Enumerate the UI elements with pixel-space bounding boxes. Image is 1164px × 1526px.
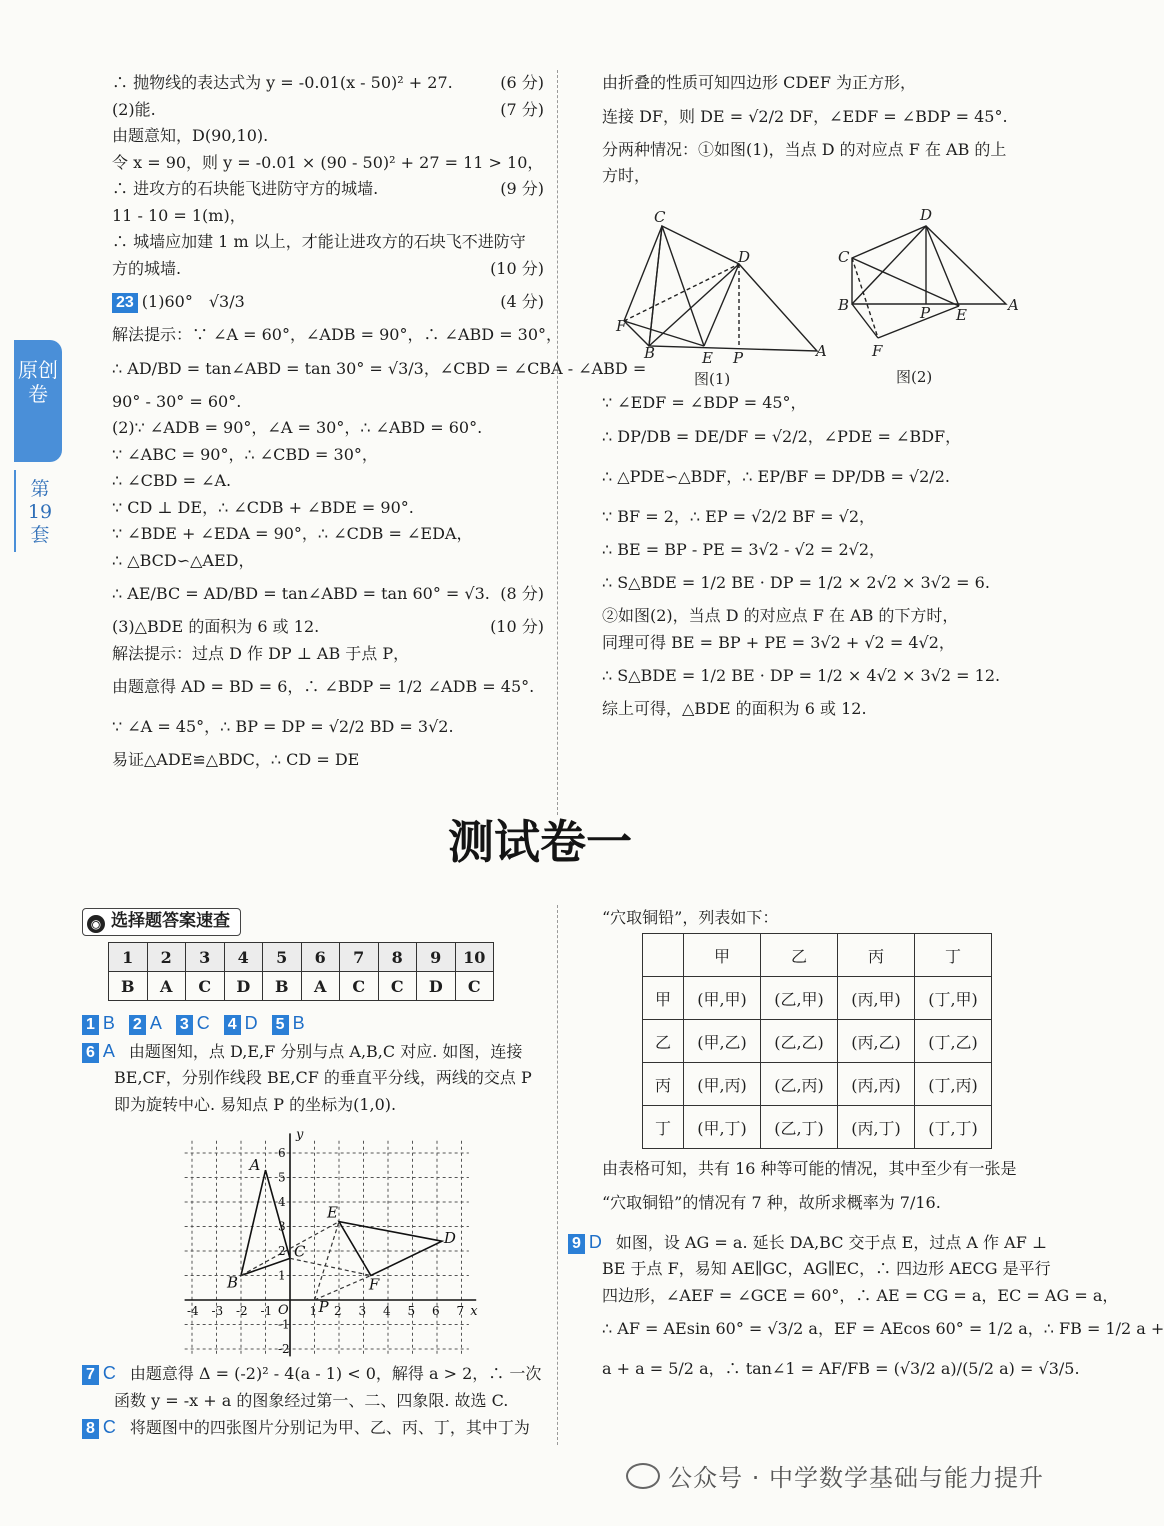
line-text: ∴ 进攻方的石块能飞进防守方的城墙.: [112, 179, 379, 198]
line-text: 由题意知，D(90,10).: [112, 126, 269, 145]
line-text: 将题图中的四张图片分别记为甲、乙、丙、丁，其中丁为: [129, 1418, 530, 1437]
prob-table-col-header: 丁: [915, 934, 992, 977]
q8-answer: 8 C: [82, 1417, 116, 1437]
line-text: ∵ ∠A = 45°，∴ BP = DP = √2/2 BD = 3√2.: [112, 717, 454, 736]
line-text: ∴ S△BDE = 1/2 BE · DP = 1/2 × 2√2 × 3√2 = 6.: [602, 573, 990, 592]
tl-line: [112, 123, 544, 150]
tra-line: [602, 497, 1042, 537]
origin-label: O: [278, 1303, 289, 1318]
answer-key-answer: C: [378, 972, 417, 1001]
line-text: 连接 DF，则 DE = √2/2 DF，∠EDF = ∠BDP = 45°.: [602, 106, 1008, 126]
side-tab-label: 原创卷: [18, 358, 58, 406]
answer-key-answer: C: [340, 972, 379, 1001]
fig2-label-F: F: [872, 342, 883, 360]
q9-answer: 9 D: [568, 1232, 602, 1252]
y-axis-label: y: [296, 1127, 304, 1143]
line-text: ∵ ∠ABC = 90°，∴ ∠CBD = 30°，: [112, 444, 378, 464]
answer-key-number: 2: [147, 943, 186, 972]
prob-table-corner: [643, 934, 684, 977]
prob-table-row-header: 甲: [643, 977, 684, 1020]
line-text: 分两种情况：①如图(1)，当点 D 的对应点 F 在 AB 的上: [602, 139, 1007, 159]
line-text: ∴ ∠CBD = ∠A.: [112, 471, 232, 490]
fig2-label-E: E: [956, 306, 967, 324]
prob-table-cell: (丁,丁): [915, 1106, 992, 1149]
quick-check-title: 选择题答案速查: [111, 911, 230, 931]
answer-key-table: [108, 942, 494, 1001]
fig2-label-C: C: [838, 248, 850, 266]
fig2-caption: 图(2): [896, 368, 933, 386]
wechat-icon: [626, 1463, 660, 1489]
x-tick-label: 7: [456, 1304, 465, 1318]
y-tick-label: 2: [278, 1244, 286, 1258]
line-text: ∵ ∠EDF = ∠BDP = 45°，: [602, 393, 807, 412]
fig1-label-B: B: [644, 344, 656, 362]
x-tick-label: 3: [358, 1304, 367, 1318]
tl-line: [112, 229, 544, 256]
short-answers-row: [82, 1010, 552, 1038]
answer-key-answer: B: [109, 972, 148, 1001]
y-tick-label: 6: [278, 1146, 286, 1160]
prob-table-cell: (丙,甲): [838, 977, 915, 1020]
tl-line: [112, 495, 544, 522]
prob-table-cell: (甲,甲): [684, 977, 761, 1020]
line-text: 方的城墙.: [112, 258, 182, 278]
set-number: 第19套: [27, 478, 53, 546]
grid-label-C: C: [294, 1242, 306, 1261]
tl-line: [112, 521, 544, 548]
tl-line: [112, 389, 544, 416]
prob-table-cell: (甲,乙): [684, 1020, 761, 1063]
top-right-after-figure: [602, 390, 1042, 723]
x-tick-label: -1: [260, 1304, 273, 1318]
answer-key-number: 5: [263, 943, 302, 972]
q7-answer: 7 C: [82, 1363, 116, 1383]
q9-line: 四边形，∠AEF = ∠GCE = 60°，∴ AE = CG = a，EC = AG = a，: [602, 1285, 1119, 1305]
line-text: 同理可得 BE = BP + PE = 3√2 + √2 = 4√2，: [602, 632, 955, 652]
answer-key-number: 4: [224, 943, 263, 972]
question-number: 3: [176, 1015, 193, 1035]
question-number: 8: [82, 1419, 99, 1439]
line-text: ∴ 抛物线的表达式为 y = -0.01(x - 50)² + 27.: [112, 73, 453, 92]
tl-line: [112, 707, 544, 747]
fig2-label-B: B: [838, 296, 850, 314]
y-tick-label: 5: [278, 1170, 286, 1185]
grid-label-P: P: [318, 1298, 329, 1316]
q7-line: [82, 1388, 552, 1415]
prob-table-row: [643, 1063, 992, 1106]
q9-line: ∴ AF = AEsin 60° = √3/2 a，EF = AEcos 60° = 1/2 a，∴ FB = 1/2 a +: [602, 1319, 1164, 1338]
column-divider-bottom: [557, 905, 558, 1445]
bottom-right-column: [602, 905, 1042, 932]
tl-line: [112, 468, 544, 495]
line-text: 由表格可知，共有 16 种等可能的情况，其中至少有一张是: [602, 1159, 1017, 1178]
prob-table-col-header: 乙: [761, 934, 838, 977]
prob-table-cell: (乙,丁): [761, 1106, 838, 1149]
line-text: 综上可得，△BDE 的面积为 6 或 12.: [602, 699, 867, 718]
brand-text: 公众号 · 中学数学基础与能力提升: [668, 1464, 1044, 1492]
short-answer: 2 A: [129, 1013, 162, 1033]
tra-line: [602, 603, 1042, 630]
prob-table-col-header: 丙: [838, 934, 915, 977]
probability-table: [642, 933, 992, 1149]
prob-table-cell: (乙,甲): [761, 977, 838, 1020]
x-tick-label: 5: [407, 1304, 416, 1318]
line-text: 由题意得 AD = BD = 6，∴ ∠BDP = 1/2 ∠ADB = 45°.: [112, 677, 535, 696]
line-text: ∴ S△BDE = 1/2 BE · DP = 1/2 × 4√2 × 3√2 = 12.: [602, 666, 1001, 685]
fig1-label-E: E: [702, 349, 713, 367]
prob-table-row: [643, 1020, 992, 1063]
tl-line: [112, 282, 544, 322]
grid-label-F: F: [368, 1275, 380, 1294]
short-answer: 1 B: [82, 1013, 115, 1033]
answer-key-answer: C: [186, 972, 225, 1001]
tr-line: [602, 137, 1042, 164]
tl-line: [112, 97, 544, 124]
line-text: ∴ AE/BC = AD/BD = tan∠ABD = tan 60° = √3.: [112, 584, 490, 603]
line-text: (1)60° √3/3: [141, 292, 245, 311]
question-number: 4: [224, 1015, 241, 1035]
coordinate-grid-figure: [180, 1118, 480, 1356]
answer-key-answer: C: [455, 972, 494, 1001]
q9-line: BE 于点 F，易知 AE∥GC，AG∥EC，∴ 四边形 AECG 是平行: [602, 1259, 1051, 1278]
side-divider: [14, 470, 16, 552]
question-number: 6: [82, 1043, 99, 1063]
tra-line: [602, 630, 1042, 657]
tl-line: [112, 548, 544, 575]
q8-line: [82, 1414, 552, 1442]
tra-line: [602, 656, 1042, 696]
prob-table-row: [643, 1106, 992, 1149]
answer-key-number: 8: [378, 943, 417, 972]
prob-table-cell: (丁,丙): [915, 1063, 992, 1106]
prob-table-cell: (丁,乙): [915, 1020, 992, 1063]
x-tick-label: 4: [383, 1304, 391, 1318]
line-text: ∴ 城墙应加建 1 m 以上，才能让进攻方的石块飞不进防守: [112, 232, 526, 251]
x-axis-label: x: [470, 1304, 478, 1319]
short-answer: 5 B: [272, 1013, 305, 1033]
bottom-left-column-2: [82, 1360, 552, 1442]
line-text: (2)能.: [112, 99, 156, 119]
y-tick-label: -2: [278, 1342, 290, 1356]
line-text: ∵ CD ⊥ DE，∴ ∠CDB + ∠BDE = 90°.: [112, 497, 414, 517]
line-text: 由题图知，点 D,E,F 分别与点 A,B,C 对应. 如图，连接: [128, 1041, 523, 1061]
tra-line: [602, 563, 1042, 603]
answer-key-number: 3: [186, 943, 225, 972]
tra-line: [602, 537, 1042, 564]
prob-table-row-header: 丁: [643, 1106, 684, 1149]
line-text: 由折叠的性质可知四边形 CDEF 为正方形，: [602, 73, 917, 92]
question-number: 23: [112, 293, 138, 313]
q6-line: [82, 1092, 552, 1119]
figure-1: [604, 206, 844, 388]
short-answer: 4 D: [224, 1013, 258, 1033]
triangle-DEF: [339, 1222, 442, 1276]
brand-watermark: [626, 1458, 1044, 1493]
tra-line: [602, 696, 1042, 723]
tl-line: [112, 747, 544, 774]
tr-line: [602, 70, 1042, 97]
score: (10 分): [490, 258, 544, 278]
score: (4 分): [500, 292, 544, 311]
score: (6 分): [500, 73, 544, 92]
line-text: ∴ BE = BP - PE = 3√2 - √2 = 2√2，: [602, 539, 886, 559]
q9-line: a + a = 5/2 a，∴ tan∠1 = AF/FB = (√3/2 a)/(5/2 a) = √3/5.: [602, 1359, 1080, 1378]
tl-line: [112, 415, 544, 442]
bottom-left-column: [82, 1010, 552, 1118]
tl-line: [112, 667, 544, 707]
q6-answer: 6 A: [82, 1041, 115, 1061]
score: (9 分): [500, 179, 544, 198]
line-text: 90° - 30° = 60°.: [112, 391, 242, 411]
prob-table-cell: (丙,丙): [838, 1063, 915, 1106]
line-text: 易证△ADE≌△BDC，∴ CD = DE: [112, 750, 360, 769]
fig1-label-A: A: [816, 342, 827, 360]
fig2-label-D: D: [920, 206, 933, 224]
prob-table-cell: (甲,丙): [684, 1063, 761, 1106]
q9-line: [568, 1229, 1047, 1257]
line-text: ∴ DP/DB = DE/DF = √2/2，∠PDE = ∠BDF，: [602, 426, 962, 446]
question-number: 1: [82, 1015, 99, 1035]
prob-table-row-header: 乙: [643, 1020, 684, 1063]
quick-check-heading: [82, 908, 241, 936]
bra-line: [602, 1156, 1042, 1183]
fig1-label-D: D: [738, 248, 751, 266]
q6-line: [82, 1038, 552, 1066]
prob-table-cell: (乙,乙): [761, 1020, 838, 1063]
tr-line: [602, 163, 1042, 190]
tl-line: [112, 641, 544, 668]
line-text: (2)∵ ∠ADB = 90°，∠A = 30°，∴ ∠ABD = 60°.: [112, 418, 483, 437]
prob-table-col-header: 甲: [684, 934, 761, 977]
section-title: 测试卷一: [448, 815, 632, 869]
grid-label-B: B: [227, 1273, 239, 1292]
prob-table-cell: (乙,丙): [761, 1063, 838, 1106]
line-text: 令 x = 90，则 y = -0.01 × (90 - 50)² + 27 = 11 > 10，: [112, 152, 544, 172]
question-number: 2: [129, 1015, 146, 1035]
line-text: ∴ △PDE∽△BDF，∴ EP/BF = DP/DB = √2/2.: [602, 466, 950, 486]
line-text: 函数 y = -x + a 的图象经过第一、二、四象限. 故选 C.: [114, 1390, 509, 1410]
tl-line: [112, 322, 563, 349]
line-text: ∵ ∠BDE + ∠EDA = 90°，∴ ∠CDB = ∠EDA，: [112, 524, 473, 543]
prob-table-row: [643, 977, 992, 1020]
x-tick-label: 2: [334, 1304, 342, 1318]
answer-key-number: 10: [455, 943, 494, 972]
prob-table-row-header: 丙: [643, 1063, 684, 1106]
x-tick-label: -2: [236, 1304, 248, 1318]
fig2-label-A: A: [1008, 296, 1019, 314]
fig2-label-P: P: [920, 304, 931, 322]
tl-line: [112, 203, 544, 230]
tra-line: [602, 457, 1042, 497]
answer-key-answer: A: [301, 972, 340, 1001]
score: (10 分): [490, 617, 544, 636]
prob-table-cell: (丁,甲): [915, 977, 992, 1020]
x-tick-label: -3: [211, 1304, 224, 1318]
tr-line: [602, 97, 1042, 137]
column-divider-top: [557, 70, 558, 815]
answer-key-number: 6: [301, 943, 340, 972]
prob-table-cell: (甲,丁): [684, 1106, 761, 1149]
y-tick-label: 1: [278, 1268, 286, 1283]
tl-line: [112, 256, 544, 283]
q6-line: [82, 1065, 552, 1092]
tl-line: [112, 614, 544, 641]
line-text: 由题意得 Δ = (-2)² - 4(a - 1) < 0，解得 a > 2，∴ 一次: [129, 1364, 542, 1383]
line-text: 即为旋转中心. 易知点 P 的坐标为(1,0).: [114, 1094, 397, 1114]
bottom-right-after-table: [572, 1156, 1164, 1389]
line-text: 解法提示：过点 D 作 DP ⊥ AB 于点 P，: [112, 643, 410, 663]
answer-key-answer: B: [263, 972, 302, 1001]
x-tick-label: 6: [432, 1304, 440, 1318]
tl-line: [112, 442, 544, 469]
bra-line: [602, 1183, 1042, 1223]
grid-label-D: D: [443, 1229, 456, 1248]
fig1-outline: [649, 226, 817, 351]
line-text: ∵ BF = 2，∴ EP = √2/2 BF = √2，: [602, 506, 876, 526]
tra-line: [602, 417, 1042, 457]
score: (8 分): [500, 584, 544, 603]
y-tick-label: -1: [278, 1317, 290, 1332]
y-tick-label: 4: [278, 1195, 286, 1209]
line-text: ②如图(2)，当点 D 的对应点 F 在 AB 的下方时，: [602, 606, 959, 625]
short-answer: 3 C: [176, 1013, 210, 1033]
fig1-label-F: F: [616, 317, 627, 335]
answer-key-answer: D: [224, 972, 263, 1001]
line-text: (3)△BDE 的面积为 6 或 12.: [112, 617, 320, 636]
line-text: “穴取铜铅”的情况有 7 种，故所求概率为 7/16.: [602, 1192, 941, 1212]
construction-line: [290, 1258, 371, 1275]
line-text: 11 - 10 = 1(m)，: [112, 205, 246, 225]
line-text: ∴ AD/BD = tan∠ABD = tan 30° = √3/3，∠CBD = ∠CBA - ∠ABD =: [112, 358, 647, 378]
tl-line: [112, 349, 647, 389]
x-tick-label: 1: [309, 1304, 318, 1318]
answer-key-answer: D: [417, 972, 456, 1001]
tl-line: [112, 574, 544, 614]
x-tick-label: -4: [187, 1304, 199, 1318]
grid-label-E: E: [327, 1203, 338, 1222]
line-text: 解法提示：∵ ∠A = 60°，∠ADB = 90°，∴ ∠ABD = 30°，: [112, 325, 563, 344]
line-text: ∴ △BCD∽△AED，: [112, 550, 255, 570]
tl-line: [112, 176, 544, 203]
prob-intro: “穴取铜铅”，列表如下：: [602, 908, 779, 927]
answer-key-number: 1: [109, 943, 148, 972]
fig1-caption: 图(1): [694, 370, 731, 388]
fig1-label-C: C: [654, 208, 666, 226]
tra-line: [602, 390, 1042, 417]
prob-table-cell: (丙,乙): [838, 1020, 915, 1063]
grid-label-A: A: [249, 1156, 261, 1175]
question-number: 9: [568, 1234, 585, 1254]
answer-key-icon: ◉: [87, 915, 105, 933]
figure-2: [834, 206, 1030, 388]
fig1-label-P: P: [733, 349, 744, 367]
side-tab: [14, 340, 62, 462]
answer-key-number: 9: [417, 943, 456, 972]
top-right-column: [602, 70, 1042, 190]
q7-line: [82, 1360, 552, 1388]
score: (7 分): [500, 99, 544, 119]
line-text: 方时，: [602, 166, 651, 185]
question-number: 5: [272, 1015, 289, 1035]
answer-key-number: 7: [340, 943, 379, 972]
line-text: BE,CF，分别作线段 BE,CF 的垂直平分线，两线的交点 P: [114, 1068, 532, 1087]
line-text: 如图，设 AG = a. 延长 DA,BC 交于点 E，过点 A 作 AF ⊥: [615, 1232, 1047, 1252]
prob-table-cell: (丙,丁): [838, 1106, 915, 1149]
y-tick-label: 3: [278, 1219, 286, 1234]
answer-key-answer: A: [147, 972, 186, 1001]
construction-line: [315, 1276, 371, 1301]
question-number: 7: [82, 1365, 99, 1385]
tl-line: [112, 70, 544, 97]
tl-line: [112, 150, 544, 177]
